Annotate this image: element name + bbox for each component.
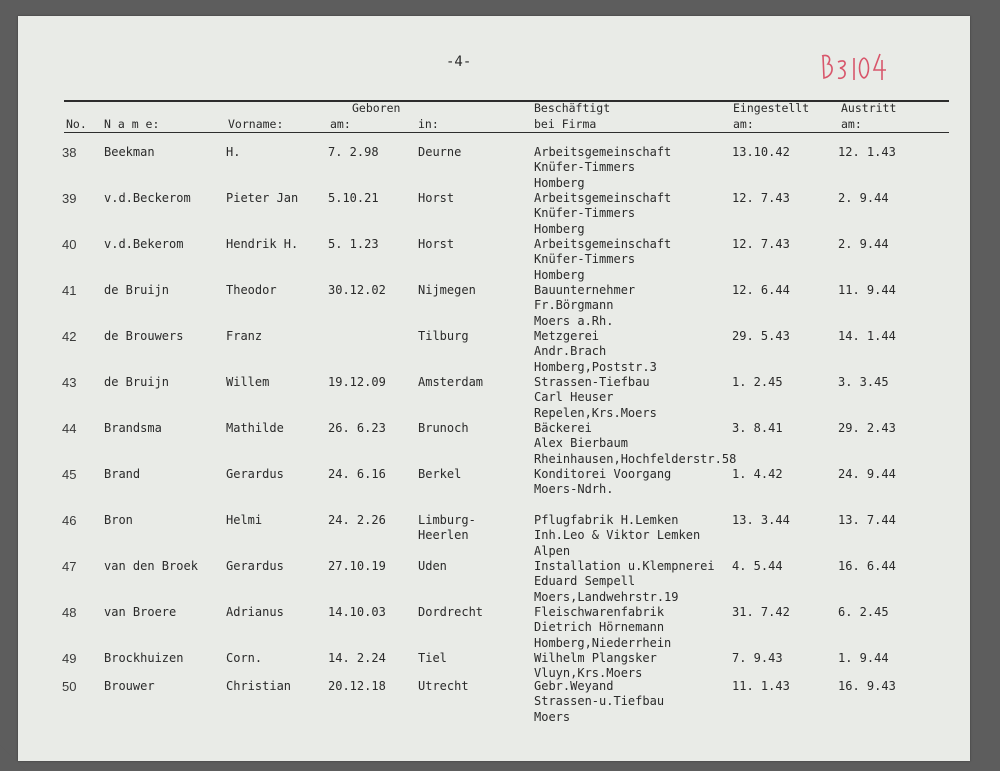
first-name: Gerardus [226, 559, 284, 573]
employer-line: Strassen-Tiefbau [534, 375, 650, 389]
exit-date: 2. 9.44 [838, 237, 889, 251]
birth-date: 24. 6.16 [328, 467, 386, 481]
employer-line: Arbeitsgemeinschaft [534, 145, 672, 159]
surname: Brandsma [104, 421, 162, 435]
surname: de Bruijn [104, 283, 170, 297]
employer-line: Pflugfabrik H.Lemken [534, 513, 679, 527]
employer-line: Homberg [534, 175, 585, 190]
birth-date: 30.12.02 [328, 283, 386, 297]
birth-place: Dordrecht [418, 605, 484, 619]
header-firma-2: bei Firma [534, 117, 597, 131]
first-name: Theodor [226, 283, 277, 297]
employer-line: Arbeitsgemeinschaft [534, 237, 672, 251]
birth-date: 27.10.19 [328, 559, 386, 573]
employer-line: Moers,Landwehrstr.19 [534, 589, 679, 604]
birth-place: Utrecht [418, 679, 469, 693]
row-number: 48 [62, 605, 77, 620]
first-name: H. [226, 145, 241, 159]
exit-date: 3. 3.45 [838, 375, 889, 389]
exit-date: 1. 9.44 [838, 651, 889, 665]
row-number: 43 [62, 375, 77, 390]
birth-place: Uden [418, 559, 447, 573]
header-vorname: Vorname: [228, 117, 284, 131]
birth-date: 20.12.18 [328, 679, 386, 693]
employer-line: Moers [534, 709, 571, 724]
surname: de Bruijn [104, 375, 170, 389]
hire-date: 7. 9.43 [732, 651, 783, 665]
hire-date: 12. 7.43 [732, 237, 790, 251]
employer-line: Installation u.Klempnerei [534, 559, 715, 573]
exit-date: 14. 1.44 [838, 329, 896, 343]
row-number: 47 [62, 559, 77, 574]
birth-place: Nijmegen [418, 283, 476, 297]
hire-date: 29. 5.43 [732, 329, 790, 343]
exit-date: 11. 9.44 [838, 283, 896, 297]
employer-line: Bauunternehmer [534, 283, 636, 297]
birth-place: Horst [418, 191, 455, 205]
header-austritt-2: am: [841, 117, 862, 131]
surname: Beekman [104, 145, 155, 159]
employer-line: Homberg [534, 221, 585, 236]
birth-place: Berkel [418, 467, 462, 481]
birth-date: 5. 1.23 [328, 237, 379, 251]
row-number: 40 [62, 237, 77, 252]
first-name: Mathilde [226, 421, 284, 435]
hire-date: 12. 7.43 [732, 191, 790, 205]
employer-line: Knüfer-Timmers [534, 252, 636, 267]
row-number: 42 [62, 329, 77, 344]
header-austritt-1: Austritt [841, 101, 897, 115]
birth-place: Brunoch [418, 421, 469, 435]
birth-place: Amsterdam [418, 375, 484, 389]
birth-place: Horst [418, 237, 455, 251]
employer-line: Carl Heuser [534, 390, 614, 405]
employer-line: Metzgerei [534, 329, 600, 343]
exit-date: 24. 9.44 [838, 467, 896, 481]
exit-date: 29. 2.43 [838, 421, 896, 435]
employer-line: Alpen [534, 543, 571, 558]
birth-place: Tiel [418, 651, 447, 665]
employer-line: Knüfer-Timmers [534, 206, 636, 221]
surname: v.d.Bekerom [104, 237, 184, 251]
exit-date: 2. 9.44 [838, 191, 889, 205]
employer-line: Homberg,Niederrhein [534, 635, 672, 650]
hire-date: 1. 4.42 [732, 467, 783, 481]
row-number: 46 [62, 513, 77, 528]
employer-line: Knüfer-Timmers [534, 160, 636, 175]
hire-date: 3. 8.41 [732, 421, 783, 435]
first-name: Hendrik H. [226, 237, 299, 251]
birth-place: Tilburg [418, 329, 469, 343]
employer-line: Andr.Brach [534, 344, 607, 359]
hire-date: 13.10.42 [732, 145, 790, 159]
header-geboren: Geboren [352, 101, 401, 115]
birth-date: 26. 6.23 [328, 421, 386, 435]
archive-stamp [818, 48, 890, 86]
first-name: Pieter Jan [226, 191, 299, 205]
first-name: Gerardus [226, 467, 284, 481]
employer-line: Dietrich Hörnemann [534, 620, 665, 635]
row-number: 45 [62, 467, 77, 482]
header-geboren-in: in: [418, 117, 439, 131]
employer-line: Strassen-u.Tiefbau [534, 694, 665, 709]
surname: v.d.Beckerom [104, 191, 191, 205]
birth-place: Deurne [418, 145, 462, 159]
first-name: Adrianus [226, 605, 284, 619]
row-number: 44 [62, 421, 77, 436]
hire-date: 11. 1.43 [732, 679, 790, 693]
employer-line: Moers-Ndrh. [534, 482, 614, 497]
exit-date: 12. 1.43 [838, 145, 896, 159]
hire-date: 12. 6.44 [732, 283, 790, 297]
employer-line: Rheinhausen,Hochfelderstr.58 [534, 451, 737, 466]
employer-line: Homberg,Poststr.3 [534, 359, 657, 374]
row-number: 49 [62, 651, 77, 666]
employer-line: Fleischwarenfabrik [534, 605, 665, 619]
document-page [18, 16, 970, 761]
birth-date: 24. 2.26 [328, 513, 386, 527]
row-number: 41 [62, 283, 77, 298]
header-eingestellt-1: Eingestellt [733, 101, 810, 115]
surname: Brockhuizen [104, 651, 184, 665]
first-name: Willem [226, 375, 270, 389]
surname: de Brouwers [104, 329, 184, 343]
surname: Bron [104, 513, 133, 527]
exit-date: 16. 9.43 [838, 679, 896, 693]
employer-line: Homberg [534, 267, 585, 282]
row-number: 38 [62, 145, 77, 160]
row-number: 50 [62, 679, 77, 694]
exit-date: 16. 6.44 [838, 559, 896, 573]
employer-line: Konditorei Voorgang [534, 467, 672, 481]
birth-place: Limburg- Heerlen [418, 513, 476, 542]
surname: Brouwer [104, 679, 155, 693]
employer-line: Bäckerei [534, 421, 592, 435]
row-number: 39 [62, 191, 77, 206]
header-rule [64, 132, 949, 133]
first-name: Helmi [226, 513, 263, 527]
header-no: No. [66, 117, 87, 131]
first-name: Christian [226, 679, 292, 693]
hire-date: 1. 2.45 [732, 375, 783, 389]
header-geboren-am: am: [330, 117, 351, 131]
employer-line: Repelen,Krs.Moers [534, 405, 657, 420]
surname: van den Broek [104, 559, 198, 573]
folded-corner [0, 745, 26, 771]
top-rule [64, 100, 949, 102]
birth-date: 14.10.03 [328, 605, 386, 619]
employer-line: Wilhelm Plangsker [534, 651, 657, 665]
employer-line: Inh.Leo & Viktor Lemken [534, 528, 701, 543]
employer-line: Gebr.Weyand [534, 679, 614, 693]
header-name: N a m e: [104, 117, 160, 131]
birth-date: 5.10.21 [328, 191, 379, 205]
surname: Brand [104, 467, 141, 481]
exit-date: 6. 2.45 [838, 605, 889, 619]
header-firma-1: Beschäftigt [534, 101, 611, 115]
first-name: Franz [226, 329, 263, 343]
hire-date: 13. 3.44 [732, 513, 790, 527]
employer-line: Arbeitsgemeinschaft [534, 191, 672, 205]
employer-line: Eduard Sempell [534, 574, 636, 589]
employer-line: Moers a.Rh. [534, 313, 614, 328]
page-number: -4- [446, 54, 472, 70]
hire-date: 31. 7.42 [732, 605, 790, 619]
employer-line: Vluyn,Krs.Moers [534, 666, 643, 681]
employer-line: Fr.Börgmann [534, 298, 614, 313]
first-name: Corn. [226, 651, 263, 665]
birth-date: 14. 2.24 [328, 651, 386, 665]
employer-line: Alex Bierbaum [534, 436, 628, 451]
hire-date: 4. 5.44 [732, 559, 783, 573]
exit-date: 13. 7.44 [838, 513, 896, 527]
birth-date: 7. 2.98 [328, 145, 379, 159]
header-eingestellt-2: am: [733, 117, 754, 131]
surname: van Broere [104, 605, 177, 619]
birth-date: 19.12.09 [328, 375, 386, 389]
